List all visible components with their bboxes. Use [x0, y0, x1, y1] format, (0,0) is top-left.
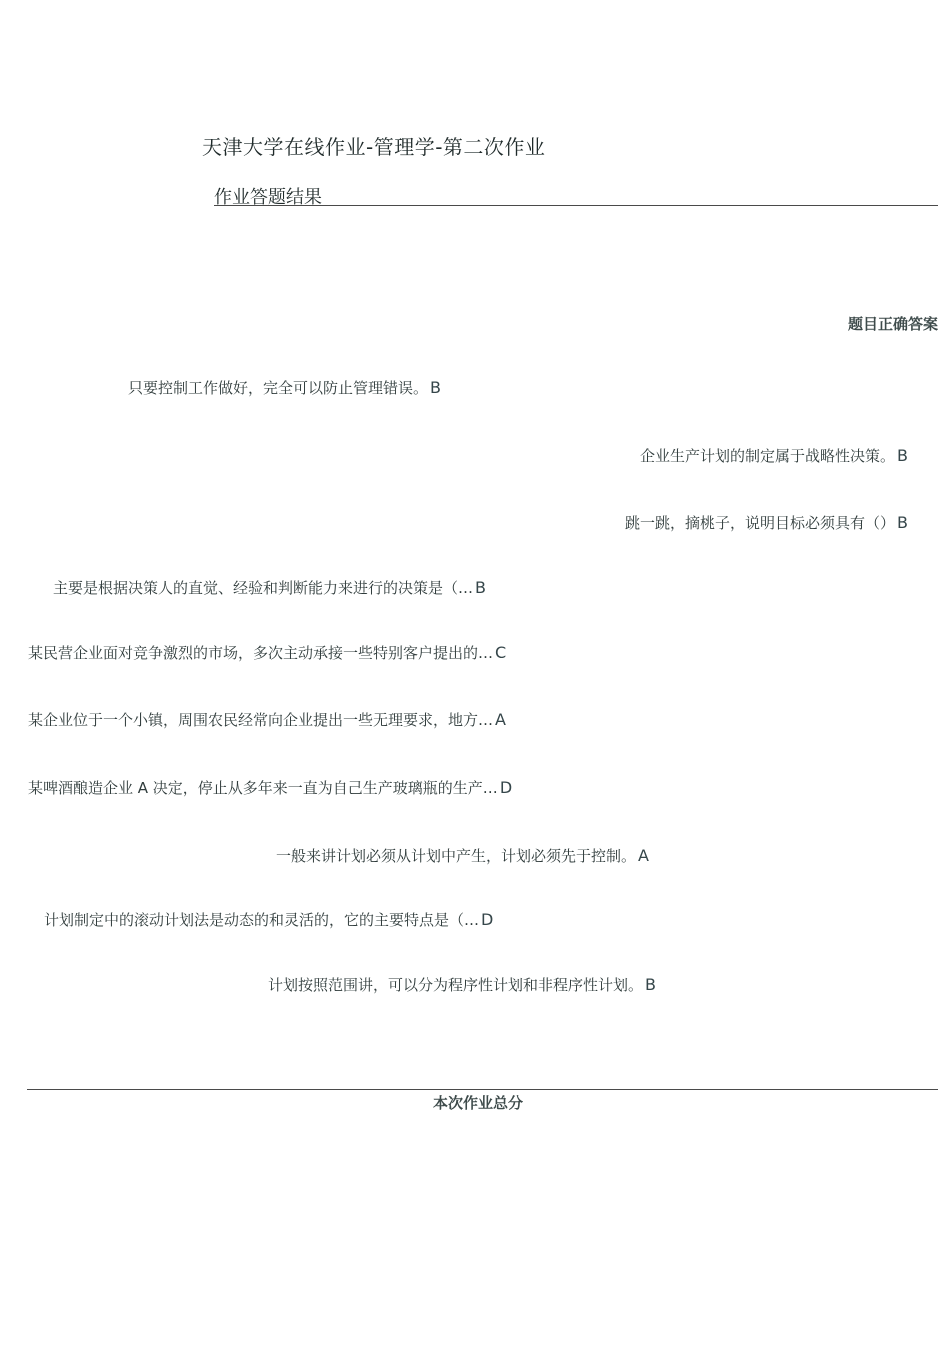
page-title: 天津大学在线作业-管理学-第二次作业 [202, 135, 546, 159]
total-score-label: 本次作业总分 [433, 1094, 524, 1112]
question-text: 跳一跳，摘桃子，说明目标必须具有（） [625, 514, 896, 532]
page-subtitle: 作业答题结果 [214, 187, 322, 208]
answer-value: D [481, 910, 494, 929]
answer-row [28, 777, 512, 798]
answer-row [268, 974, 656, 995]
answer-value: A [495, 710, 506, 729]
answer-row [28, 709, 506, 730]
answer-value: A [638, 846, 649, 865]
answer-value: C [495, 643, 507, 662]
answer-row [625, 512, 908, 533]
question-text: 主要是根据决策人的直觉、经验和判断能力来进行的决策是（… [53, 579, 474, 597]
answer-row [44, 909, 493, 930]
question-text: 一般来讲计划必须从计划中产生，计划必须先于控制。 [276, 847, 637, 865]
subtitle-divider [214, 205, 938, 206]
question-text: 只要控制工作做好，完全可以防止管理错误。 [128, 379, 429, 397]
answer-row [276, 845, 649, 866]
answer-value: B [897, 513, 908, 532]
question-text: 某啤酒酿造企业 A 决定，停止从多年来一直为自己生产玻璃瓶的生产… [28, 779, 498, 797]
question-text: 计划制定中的滚动计划法是动态的和灵活的，它的主要特点是（… [44, 911, 480, 929]
correct-answer-column-header: 题目正确答案 [847, 315, 938, 333]
answer-value: B [645, 975, 656, 994]
footer-divider [27, 1089, 938, 1090]
answer-row [28, 642, 506, 663]
answer-value: D [499, 778, 513, 797]
question-text: 计划按照范围讲，可以分为程序性计划和非程序性计划。 [268, 976, 644, 994]
answer-row [128, 377, 441, 398]
answer-value: B [475, 578, 486, 597]
question-text: 某民营企业面对竞争激烈的市场，多次主动承接一些特别客户提出的… [28, 644, 494, 662]
answer-row [53, 577, 486, 598]
question-text: 企业生产计划的制定属于战略性决策。 [640, 447, 896, 465]
answer-value: B [430, 378, 441, 397]
question-text: 某企业位于一个小镇，周围农民经常向企业提出一些无理要求，地方… [28, 711, 494, 729]
answer-row [640, 445, 908, 466]
answer-value: B [897, 446, 908, 465]
